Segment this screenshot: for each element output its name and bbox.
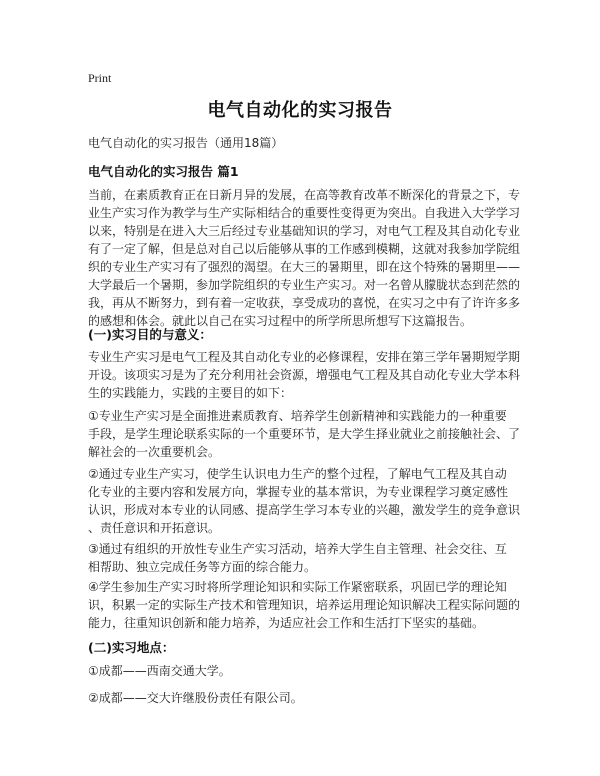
purpose-intro-paragraph <box>88 348 520 402</box>
text-line: ④学生参加生产实习时将所学理论知识和实际工作紧密联系，巩固已学的理论知 <box>88 580 507 594</box>
purpose-point-4 <box>88 578 520 632</box>
text-line: 生的实践能力，实践的主要目的如下： <box>88 386 293 400</box>
text-line: 我，再从不断努力，到有着一定收获，享受成功的喜悦，在实习之中有了许许多多 <box>88 296 520 310</box>
text-line: 业生产实习作为教学与生产实际相结合的重要性变得更为突出。自我进入大学学习 <box>88 206 520 220</box>
text-line: 有了一定了解，但是总对自己以后能够从事的工作感到模糊，这就对我参加学院组 <box>88 242 520 256</box>
text-line: ②通过专业生产实习，使学生认识电力生产的整个过程，了解电气工程及其自动 <box>88 467 507 481</box>
section-heading-location: (二)实习地点： <box>88 640 175 655</box>
purpose-point-3 <box>88 540 520 576</box>
text-line: 识，积累一定的实际生产技术和管理知识，培养运用理论知识解决工程实际问题的 <box>88 598 520 612</box>
text-line: 专业生产实习是电气工程及其自动化专业的必修课程，安排在第三学年暑期短学期 <box>88 350 520 364</box>
print-link[interactable]: Print <box>88 71 112 85</box>
purpose-point-1 <box>88 407 520 461</box>
location-item-2: ②成都——交大许继股份责任有限公司。 <box>88 691 303 705</box>
document-subtitle: 电气自动化的实习报告（通用18篇） <box>88 136 284 150</box>
text-line: 相帮助、独立完成任务等方面的综合能力。 <box>88 560 317 574</box>
page-title: 电气自动化的实习报告 <box>207 100 393 121</box>
text-line: 大学最后一个暑期，参加学院组织的专业生产实习。对一名曾从朦胧状态到茫然的 <box>88 278 520 292</box>
intro-paragraph <box>88 186 520 330</box>
location-item-1: ①成都——西南交通大学。 <box>88 664 231 678</box>
article-heading: 电气自动化的实习报告 篇1 <box>88 164 239 179</box>
text-line: 开设。该项实习是为了充分利用社会资源，增强电气工程及其自动化专业大学本科 <box>88 368 520 382</box>
text-line: 手段，是学生理论联系实际的一个重要环节，是大学生择业就业之前接触社会、了 <box>88 427 520 441</box>
text-line: 织的专业生产实习有了强烈的渴望。在大三的暑期里，即在这个特殊的暑期里—— <box>88 260 520 274</box>
text-line: 、责任意识和开拓意识。 <box>88 521 221 535</box>
text-line: 当前，在素质教育正在日新月异的发展，在高等教育改革不断深化的背景之下，专 <box>88 188 520 202</box>
text-line: 以来，特别是在进入大三后经过专业基础知识的学习，对电气工程及其自动化专业 <box>88 224 520 238</box>
text-line: ①专业生产实习是全面推进素质教育、培养学生创新精神和实践能力的一种重要 <box>88 409 507 423</box>
text-line: 化专业的主要内容和发展方向，掌握专业的基本常识，为专业课程学习奠定感性 <box>88 485 509 499</box>
purpose-point-2 <box>88 465 520 537</box>
text-line: ③通过有组织的开放性专业生产实习活动，培养大学生自主管理、社会交往、互 <box>88 542 507 556</box>
text-line: 认识，形成对本专业的认同感、提高学生学习本专业的兴趣，激发学生的竞争意识 <box>88 503 520 517</box>
text-line: 的感想和体会。就此以自己在实习过程中的所学所思所想写下这篇报告。 <box>88 314 473 328</box>
text-line: 解社会的一次重要机会。 <box>88 445 221 459</box>
text-line: 能力，往重知识创新和能力培养，为适应社会工作和生活打下坚实的基础。 <box>88 616 485 630</box>
section-heading-purpose: (一)实习目的与意义： <box>88 327 212 342</box>
